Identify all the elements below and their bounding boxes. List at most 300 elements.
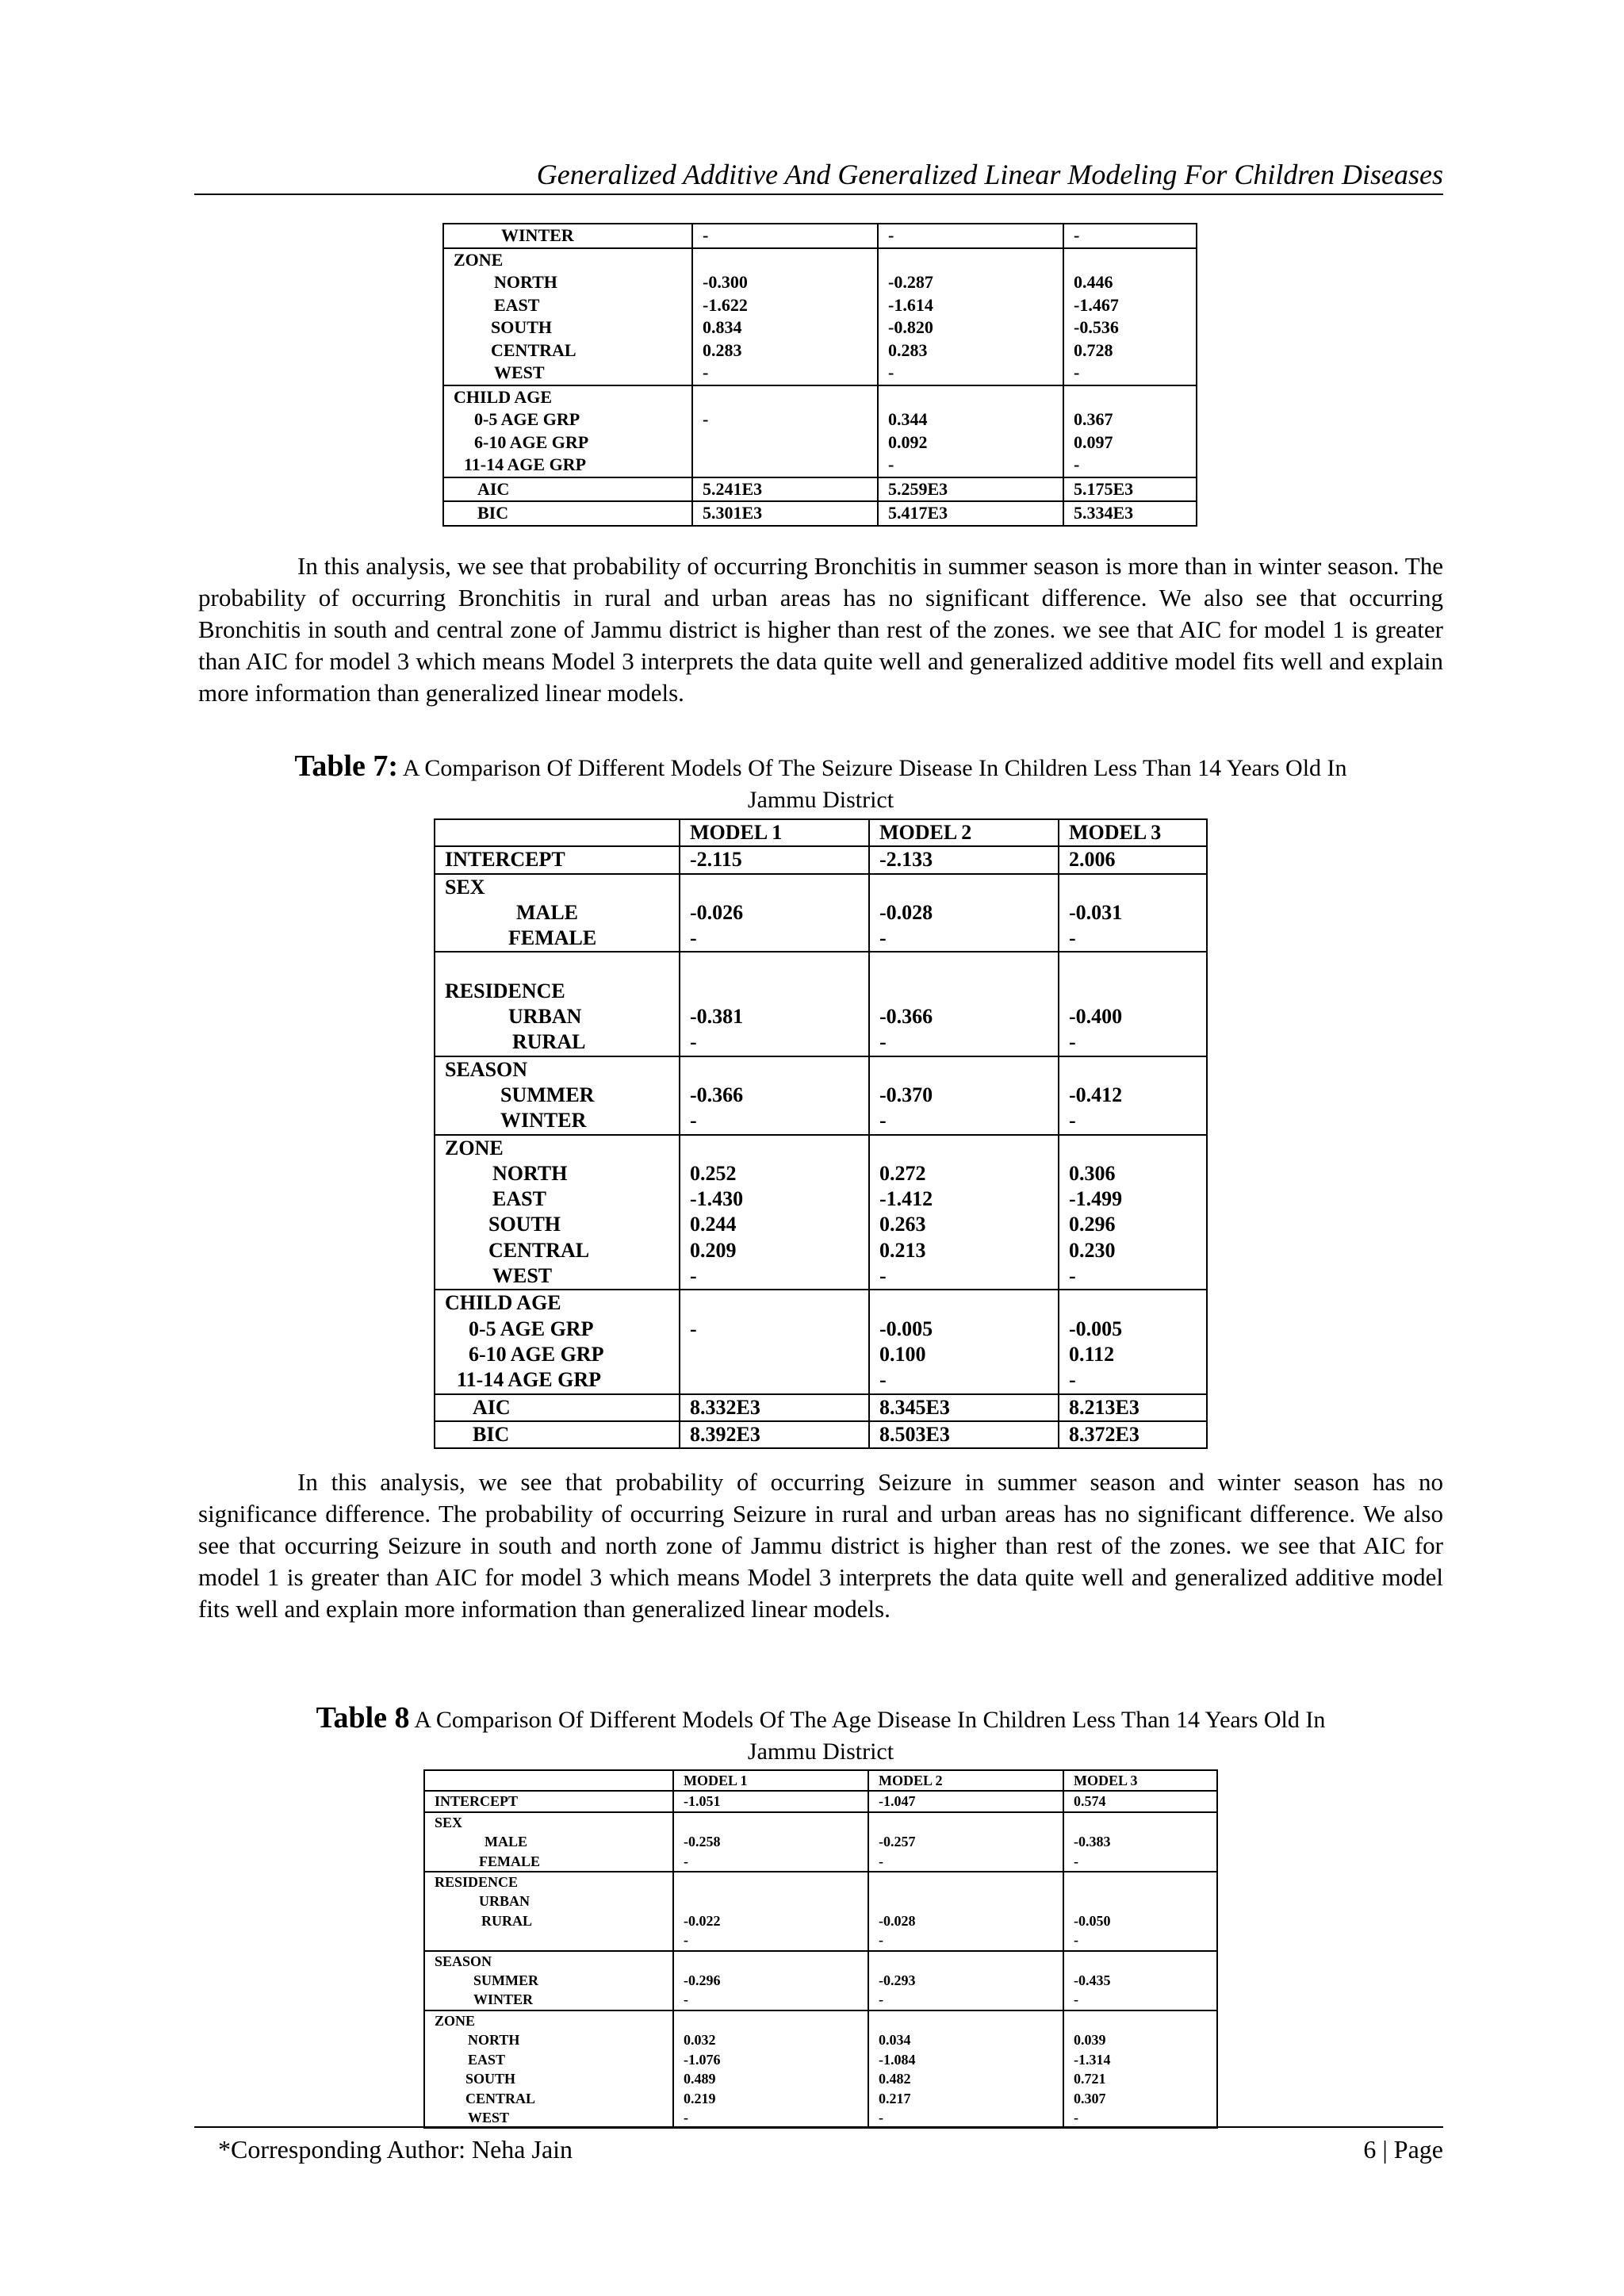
cell-value [879, 1872, 1063, 1892]
row-label-cell [435, 952, 680, 1056]
cell-value: - [684, 2109, 688, 2125]
cell-value: 0.283 [703, 339, 742, 360]
paragraph-bronchitis: In this analysis, we see that probability of occurring Bronchitis in summer season is more than in winter season. The probability of occurring Bronchitis in rural and urban areas has no significant difference. We also see that occurring Bronchitis in south and central zone of Jammu district is higher than rest of the zones. we see that AIC for model 1 is greater than AIC for model 3 which means Model 3 interprets the data quite well and generalized additive model fits well and explain more information than generalized linear models. [198, 552, 1443, 707]
cell-value: 0.097 [1074, 431, 1113, 452]
cell-value [684, 1892, 868, 1911]
value-cell [1059, 1421, 1207, 1448]
cell-value: -0.435 [1074, 1972, 1111, 1989]
value-cell [1063, 1951, 1217, 2010]
cell-value: - [879, 1932, 883, 1949]
row-label: SEX [435, 1814, 463, 1830]
value-cell [680, 1056, 869, 1135]
value-cell [1063, 2010, 1217, 2128]
cell-value: -0.820 [888, 317, 933, 337]
cell-value: - [1069, 1030, 1076, 1054]
row-label: BIC [473, 1422, 510, 1446]
cell-value: - [690, 1030, 697, 1054]
cell-value: -0.022 [684, 1912, 721, 1929]
row-label: MALE [516, 900, 578, 924]
value-cell [869, 952, 1059, 1056]
value-cell [680, 1290, 869, 1393]
corresponding-author: *Corresponding Author: Neha Jain [218, 2135, 573, 2164]
cell-value: 0.272 [879, 1161, 926, 1185]
cell-value: 5.259E3 [888, 478, 948, 499]
cell-value: 0.489 [684, 2071, 716, 2087]
value-cell [1059, 1290, 1207, 1393]
row-label: 11-14 AGE GRP [457, 1368, 602, 1392]
cell-value: 0.213 [879, 1238, 926, 1262]
cell-value: - [879, 1264, 887, 1288]
value-cell [868, 1791, 1063, 1811]
cell-value: -1.622 [703, 294, 748, 315]
cell-value: 0.446 [1074, 272, 1113, 292]
value-cell [680, 1394, 869, 1421]
row-label: CHILD AGE [445, 1291, 561, 1315]
table-row [435, 874, 1207, 953]
cell-value: - [879, 1368, 887, 1392]
cell-value: - [879, 1109, 887, 1133]
row-label: CHILD AGE [454, 386, 553, 407]
table-row [443, 224, 1197, 248]
row-label: INTERCEPT [435, 1793, 519, 1810]
value-cell [692, 248, 878, 385]
cell-value: 5.301E3 [703, 503, 763, 523]
cell-value: 0.296 [1069, 1213, 1116, 1236]
cell-value: - [879, 926, 887, 950]
table-header-row [424, 1770, 1217, 1791]
cell-value [1074, 1952, 1216, 1971]
cell-value [703, 431, 877, 454]
row-label: WINTER [473, 1991, 534, 2008]
row-label: URBAN [479, 1893, 530, 1910]
cell-value: - [1069, 1109, 1076, 1133]
value-cell [878, 385, 1063, 477]
cell-value: -0.005 [1069, 1317, 1123, 1340]
cell-value: - [690, 1264, 697, 1288]
row-label: EAST [494, 294, 540, 315]
cell-value: - [879, 1030, 887, 1054]
cell-value: 8.503E3 [879, 1422, 950, 1446]
cell-value: 0.230 [1069, 1238, 1116, 1262]
row-label: CENTRAL [465, 2090, 536, 2106]
table-row [424, 1872, 1217, 1951]
cell-value: - [690, 1317, 697, 1340]
value-cell [869, 874, 1059, 953]
row-label: SUMMER [500, 1083, 595, 1106]
cell-value: 0.092 [888, 431, 928, 452]
cell-value: -0.536 [1074, 317, 1119, 337]
value-cell [869, 1056, 1059, 1135]
table-row [435, 1135, 1207, 1290]
column-header [435, 819, 680, 846]
row-label: 6-10 AGE GRP [469, 1342, 604, 1366]
cell-value: -0.296 [684, 1972, 721, 1989]
cell-value: -0.028 [879, 1912, 916, 1929]
cell-value: 0.834 [703, 317, 742, 337]
cell-value: 8.372E3 [1069, 1422, 1139, 1446]
row-label-cell [435, 1421, 680, 1448]
cell-value: 0.283 [888, 339, 928, 360]
row-label [435, 1930, 672, 1949]
cell-value [879, 979, 1058, 1004]
cell-value: - [1074, 225, 1080, 245]
cell-value: - [690, 1109, 697, 1133]
row-label-cell [424, 1951, 673, 2010]
cell-value: - [1074, 1853, 1078, 1869]
cell-value: 0.306 [1069, 1161, 1116, 1185]
running-title: Generalized Additive And Generalized Linear Modeling For Children Diseases [536, 159, 1443, 190]
cell-value: - [1069, 926, 1076, 950]
cell-value: - [1074, 454, 1080, 474]
value-cell [878, 477, 1063, 502]
table-8-caption: Table 8 A Comparison Of Different Models Of The Age Disease In Children Less Than 14 Years Old In Jammu District [316, 1701, 1326, 1765]
cell-value: 0.209 [690, 1238, 737, 1262]
row-label: WEST [494, 362, 545, 382]
row-label: 6-10 AGE GRP [474, 431, 589, 452]
table-row [435, 1056, 1207, 1135]
cell-value: - [1069, 1368, 1076, 1392]
value-cell [1059, 1056, 1207, 1135]
cell-value: - [888, 362, 894, 382]
value-cell [869, 1394, 1059, 1421]
row-label-cell [443, 248, 692, 385]
cell-value [690, 875, 868, 900]
cell-value: 0.244 [690, 1213, 737, 1236]
cell-value: -0.287 [888, 272, 933, 292]
cell-value: - [703, 409, 709, 429]
row-label: BIC [477, 503, 509, 523]
cell-value: 0.367 [1074, 409, 1113, 429]
cell-value: - [888, 454, 894, 474]
row-label: RESIDENCE [435, 1874, 519, 1891]
table-8-label: Table 8 [316, 1701, 410, 1734]
cell-value: 8.392E3 [690, 1422, 760, 1446]
value-cell [1059, 952, 1207, 1056]
row-label: ZONE [445, 1136, 504, 1159]
cell-value [1069, 953, 1206, 978]
value-cell [1063, 385, 1197, 477]
row-label: WINTER [500, 1109, 587, 1133]
cell-value [879, 1057, 1058, 1083]
cell-value: 0.721 [1074, 2071, 1106, 2087]
cell-value: -0.257 [879, 1834, 916, 1850]
table-row [443, 477, 1197, 502]
row-label: WEST [468, 2109, 510, 2125]
value-cell [1063, 1812, 1217, 1872]
cell-value [1074, 1892, 1216, 1911]
row-label: SEASON [445, 1057, 528, 1081]
row-label-cell [435, 846, 680, 873]
value-cell [878, 248, 1063, 385]
row-label-cell [435, 1056, 680, 1135]
cell-value: -0.258 [684, 1834, 721, 1850]
cell-value: -0.412 [1069, 1083, 1123, 1106]
cell-value: - [879, 1853, 883, 1869]
cell-value: 0.032 [684, 2032, 716, 2049]
value-cell [868, 1812, 1063, 1872]
row-label: NORTH [492, 1161, 568, 1185]
row-label: INTERCEPT [445, 848, 565, 872]
cell-value [1069, 1290, 1206, 1316]
cell-value: 5.334E3 [1074, 503, 1134, 523]
cell-value [684, 1813, 868, 1832]
table-row [443, 385, 1197, 477]
cell-value [879, 953, 1058, 978]
table-7 [434, 818, 1208, 1449]
cell-value [690, 979, 868, 1004]
table-row [424, 1791, 1217, 1811]
cell-value: -1.412 [879, 1187, 933, 1211]
cell-value [879, 1290, 1058, 1316]
cell-value: - [703, 225, 709, 245]
cell-value [879, 1136, 1058, 1161]
table-7-label: Table 7: [294, 749, 399, 783]
row-label: EAST [468, 2051, 506, 2068]
cell-value: 0.574 [1074, 1793, 1106, 1810]
value-cell [692, 477, 878, 502]
cell-value [690, 1136, 868, 1161]
cell-value: - [684, 1932, 688, 1949]
cell-value: - [703, 362, 709, 382]
value-cell [680, 1421, 869, 1448]
row-label: RESIDENCE [445, 979, 565, 1002]
cell-value: 0.263 [879, 1213, 926, 1236]
row-label: AIC [477, 478, 510, 499]
cell-value [879, 875, 1058, 900]
value-cell [1059, 1394, 1207, 1421]
cell-value [1074, 1813, 1216, 1832]
cell-value: -1.430 [690, 1187, 744, 1211]
row-label: NORTH [494, 272, 557, 292]
value-cell [878, 224, 1063, 248]
value-cell [692, 501, 878, 526]
cell-value [1074, 2011, 1216, 2030]
cell-value [1069, 979, 1206, 1004]
cell-value: - [1074, 1932, 1078, 1949]
row-label: URBAN [508, 1005, 582, 1029]
value-cell [692, 385, 878, 477]
row-label-cell [443, 224, 692, 248]
cell-value: - [888, 225, 894, 245]
row-label: 0-5 AGE GRP [469, 1317, 594, 1340]
row-label: SOUTH [465, 2071, 516, 2087]
value-cell [869, 1135, 1059, 1290]
cell-value [703, 386, 877, 409]
row-label: ZONE [454, 249, 504, 270]
value-cell [1063, 501, 1197, 526]
value-cell [1063, 1872, 1217, 1951]
table-row [443, 501, 1197, 526]
cell-value: 2.006 [1069, 848, 1116, 872]
cell-value [879, 1892, 1063, 1911]
cell-value: 0.344 [888, 409, 928, 429]
value-cell [868, 1872, 1063, 1951]
value-cell [673, 1872, 868, 1951]
row-label: ZONE [435, 2012, 476, 2029]
cell-value: 8.345E3 [879, 1395, 950, 1419]
cell-value: - [1074, 362, 1080, 382]
row-label: SUMMER [473, 1972, 538, 1989]
value-cell [1059, 1135, 1207, 1290]
row-label-cell [424, 2010, 673, 2128]
cell-value: 5.417E3 [888, 503, 948, 523]
value-cell [673, 1951, 868, 2010]
paragraph-seizure: In this analysis, we see that probability of occurring Seizure in summer season and winter season has no significance difference. The probability of occurring Seizure in rural and urban areas has no significant difference. We also see that occurring Seizure in south and north zone of Jammu district is higher than rest of the zones. we see that AIC for model 1 is greater than AIC for model 3 which means Model 3 interprets the data quite well and generalized additive model fits well and explain more information than generalized linear models. [198, 1468, 1443, 1623]
value-cell [869, 846, 1059, 873]
table-row [443, 248, 1197, 385]
cell-value: - [1069, 1264, 1076, 1288]
row-label: FEMALE [479, 1853, 541, 1869]
row-label-cell [424, 1812, 673, 1872]
cell-value [703, 249, 877, 272]
column-header [424, 1770, 673, 1791]
cell-value: -0.366 [879, 1005, 933, 1029]
cell-value: 0.100 [879, 1342, 926, 1366]
value-cell [680, 874, 869, 953]
cell-value: -0.381 [690, 1005, 744, 1029]
cell-value: 0.307 [1074, 2090, 1106, 2106]
row-label: FEMALE [508, 926, 597, 950]
cell-value: -0.026 [690, 900, 744, 924]
row-label: WEST [492, 1264, 553, 1288]
value-cell [692, 224, 878, 248]
cell-value [684, 1952, 868, 1971]
cell-value: -0.366 [690, 1083, 744, 1106]
row-label-cell [443, 385, 692, 477]
value-cell [1063, 224, 1197, 248]
cell-value: -0.370 [879, 1083, 933, 1106]
cell-value [690, 1290, 868, 1316]
value-cell [680, 952, 869, 1056]
cell-value: -0.005 [879, 1317, 933, 1340]
cell-value: 5.175E3 [1074, 478, 1134, 499]
cell-value [690, 1367, 868, 1393]
cell-value: - [879, 1991, 883, 2008]
column-header: MODEL 2 [868, 1770, 1063, 1791]
cell-value: -1.051 [684, 1793, 721, 1810]
cell-value: 0.112 [1069, 1342, 1115, 1366]
row-label-cell [424, 1791, 673, 1811]
cell-value: -1.076 [684, 2051, 721, 2068]
column-header: MODEL 3 [1063, 1770, 1217, 1791]
cell-value: 0.482 [879, 2071, 911, 2087]
cell-value [690, 1342, 868, 1367]
value-cell [1059, 874, 1207, 953]
table-row [435, 846, 1207, 873]
cell-value [690, 953, 868, 978]
cell-value: -0.300 [703, 272, 748, 292]
row-label: CENTRAL [491, 339, 576, 360]
table-row [435, 952, 1207, 1056]
row-label-cell [435, 1135, 680, 1290]
value-cell [868, 2010, 1063, 2128]
cell-value: 8.332E3 [690, 1395, 760, 1419]
cell-value [888, 386, 1063, 409]
value-cell [1063, 477, 1197, 502]
table-row [435, 1421, 1207, 1448]
cell-value [684, 2011, 868, 2030]
cell-value: -1.614 [888, 294, 933, 315]
cell-value [1069, 1136, 1206, 1161]
value-cell [673, 2010, 868, 2128]
cell-value [703, 454, 877, 477]
cell-value [684, 1872, 868, 1892]
cell-value: - [690, 926, 697, 950]
row-label-cell [435, 1394, 680, 1421]
cell-value: -1.467 [1074, 294, 1119, 315]
value-cell [868, 1951, 1063, 2010]
row-label-cell [435, 874, 680, 953]
cell-value [1069, 1057, 1206, 1083]
table-header-row [435, 819, 1207, 846]
column-header: MODEL 1 [680, 819, 869, 846]
value-cell [878, 501, 1063, 526]
cell-value: -0.293 [879, 1972, 916, 1989]
cell-value: - [1074, 2109, 1078, 2125]
table-row [424, 2010, 1217, 2128]
table-row [424, 1951, 1217, 2010]
row-label [445, 953, 679, 978]
cell-value: - [684, 1853, 688, 1869]
row-label: 11-14 AGE GRP [464, 454, 587, 474]
row-label: SOUTH [491, 317, 553, 337]
cell-value [888, 249, 1063, 272]
cell-value: -2.115 [690, 848, 742, 872]
value-cell [680, 1135, 869, 1290]
header-rule [194, 194, 1443, 195]
value-cell [869, 1421, 1059, 1448]
row-label: NORTH [468, 2032, 520, 2049]
cell-value: -0.028 [879, 900, 933, 924]
row-label-cell [435, 1290, 680, 1393]
row-label: MALE [485, 1834, 527, 1850]
table-row [424, 1812, 1217, 1872]
cell-value: -1.499 [1069, 1187, 1123, 1211]
row-label-cell [443, 501, 692, 526]
cell-value: -1.084 [879, 2051, 916, 2068]
row-label: AIC [473, 1395, 511, 1419]
table-6-continued [442, 223, 1197, 527]
column-header: MODEL 3 [1059, 819, 1207, 846]
value-cell [680, 846, 869, 873]
cell-value: -0.383 [1074, 1834, 1111, 1850]
cell-value: -2.133 [879, 848, 933, 872]
cell-value: -0.400 [1069, 1005, 1123, 1029]
cell-value [1069, 875, 1206, 900]
cell-value: -0.050 [1074, 1912, 1111, 1929]
row-label: 0-5 AGE GRP [474, 409, 580, 429]
cell-value: 0.039 [1074, 2032, 1106, 2049]
row-label: CENTRAL [488, 1238, 590, 1262]
cell-value: -1.314 [1074, 2051, 1111, 2068]
cell-value [879, 1952, 1063, 1971]
cell-value [879, 2011, 1063, 2030]
table-7-caption: Table 7: A Comparison Of Different Models Of The Seizure Disease In Children Less Than 14 Years Old In Jammu District [294, 749, 1347, 813]
table-8 [423, 1769, 1218, 2129]
cell-value: 0.219 [684, 2090, 716, 2106]
cell-value: 0.728 [1074, 339, 1113, 360]
cell-value: 0.034 [879, 2032, 911, 2049]
cell-value [1074, 1872, 1216, 1892]
cell-value: 5.241E3 [703, 478, 763, 499]
cell-value: - [879, 2109, 883, 2125]
column-header: MODEL 2 [869, 819, 1059, 846]
value-cell [1063, 248, 1197, 385]
value-cell [673, 1812, 868, 1872]
footer-rule [194, 2126, 1443, 2128]
cell-value: -0.031 [1069, 900, 1123, 924]
row-label: SEASON [435, 1953, 492, 1969]
